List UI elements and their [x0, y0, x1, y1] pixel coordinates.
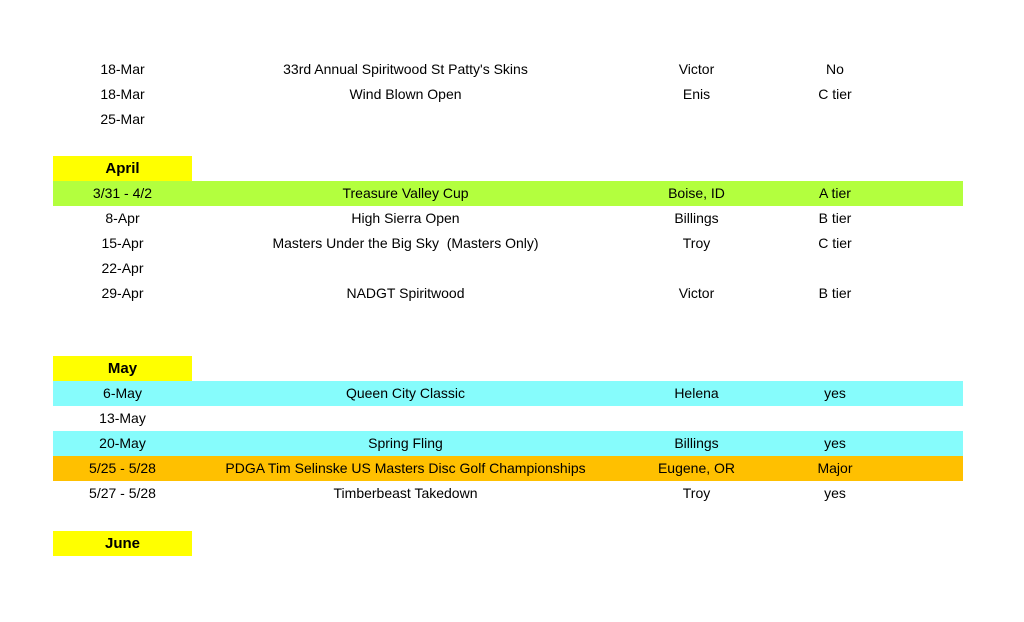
table-row — [53, 256, 963, 281]
tier-cell: yes — [824, 485, 846, 501]
tier-cell: C tier — [818, 235, 852, 251]
location-cell: Enis — [682, 86, 711, 102]
location-cell: Victor — [678, 285, 715, 301]
tier-cell: No — [826, 61, 844, 77]
date-cell: 5/25 - 5/28 — [89, 460, 156, 476]
tier-cell: B tier — [818, 285, 852, 301]
event-cell: Wind Blown Open — [349, 86, 462, 102]
table-row-highlighted — [53, 456, 963, 481]
tier-cell: yes — [824, 385, 846, 401]
date-cell: 3/31 - 4/2 — [92, 185, 153, 201]
date-cell: 20-May — [99, 435, 146, 451]
date-cell: 5/27 - 5/28 — [89, 485, 156, 501]
event-cell: NADGT Spiritwood — [346, 285, 465, 301]
location-cell: Helena — [674, 385, 719, 401]
event-cell: Queen City Classic — [345, 385, 466, 401]
location-cell: Victor — [678, 61, 715, 77]
table-row — [53, 82, 963, 107]
table-row-highlighted — [53, 381, 963, 406]
tier-cell: A tier — [819, 185, 851, 201]
event-cell: 33rd Annual Spiritwood St Patty's Skins — [283, 61, 528, 77]
event-cell: Treasure Valley Cup — [342, 185, 469, 201]
tier-cell: C tier — [818, 86, 852, 102]
date-cell: 22-Apr — [101, 260, 144, 276]
table-row — [53, 107, 963, 132]
location-cell: Billings — [674, 435, 719, 451]
table-row — [53, 57, 963, 82]
location-cell: Troy — [682, 235, 711, 251]
event-cell: Masters Under the Big Sky (Masters Only) — [272, 235, 539, 251]
month-header-april: April — [53, 156, 192, 181]
table-row-highlighted — [53, 181, 963, 206]
table-row — [53, 206, 963, 231]
location-cell: Boise, ID — [668, 185, 725, 201]
event-cell: Timberbeast Takedown — [333, 485, 478, 501]
date-cell: 29-Apr — [101, 285, 144, 301]
date-cell: 25-Mar — [100, 111, 145, 127]
tier-cell: Major — [817, 460, 853, 476]
location-cell: Troy — [682, 485, 711, 501]
location-cell: Billings — [674, 210, 719, 226]
date-cell: 18-Mar — [100, 61, 145, 77]
date-cell: 6-May — [103, 385, 142, 401]
date-cell: 15-Apr — [101, 235, 144, 251]
table-row — [53, 231, 963, 256]
event-cell: High Sierra Open — [351, 210, 460, 226]
date-cell: 13-May — [99, 410, 146, 426]
event-cell: Spring Fling — [368, 435, 443, 451]
location-cell: Eugene, OR — [657, 460, 736, 476]
tier-cell: B tier — [818, 210, 852, 226]
table-row — [53, 481, 963, 506]
date-cell: 8-Apr — [105, 210, 140, 226]
date-cell: 18-Mar — [100, 86, 145, 102]
tier-cell: yes — [824, 435, 846, 451]
table-row — [53, 406, 963, 431]
month-header-june: June — [53, 531, 192, 556]
month-header-may: May — [53, 356, 192, 381]
table-row — [53, 281, 963, 306]
table-row-highlighted — [53, 431, 963, 456]
event-cell: PDGA Tim Selinske US Masters Disc Golf Championships — [225, 460, 586, 476]
